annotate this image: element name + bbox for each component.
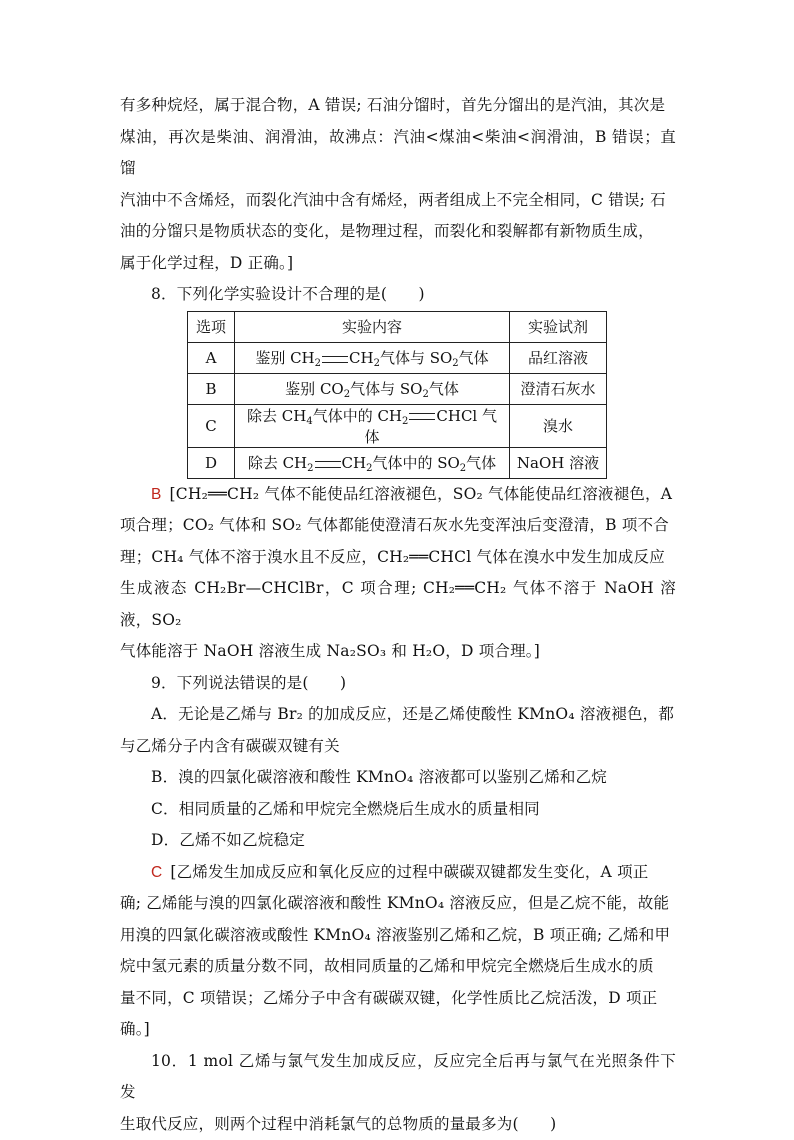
q9-explanation-line: 用溴的四氯化碳溶液或酸性 KMnO₄ 溶液鉴别乙烯和乙烷，B 项正确; 乙烯和甲 <box>120 920 676 952</box>
q9-explanation-line: 确; 乙烯能与溴的四氯化碳溶液和酸性 KMnO₄ 溶液反应，但是乙烷不能，故能 <box>120 888 676 920</box>
q9-option-c: C．相同质量的乙烯和甲烷完全燃烧后生成水的质量相同 <box>120 794 676 826</box>
double-bond-glyph <box>315 461 341 468</box>
table-row <box>188 342 607 373</box>
experiment-reagent: 澄清石灰水 <box>510 373 607 404</box>
q7-explanation-line: 油的分馏只是物质状态的变化，是物理过程，而裂化和裂解都有新物质生成， <box>120 216 676 248</box>
option-letter: C <box>188 404 235 447</box>
q7-explanation-line: 煤油，再次是柴油、润滑油，故沸点：汽油<煤油<柴油<润滑油，B 错误；直馏 <box>120 122 676 185</box>
q8-explanation-line: 气体能溶于 NaOH 溶液生成 Na₂SO₃ 和 H₂O，D 项合理。] <box>120 636 676 668</box>
document-body <box>120 90 676 1140</box>
q9-explanation-line: 烷中氢元素的质量分数不同，故相同质量的乙烯和甲烷完全燃烧后生成水的质 <box>120 951 676 983</box>
q9-option-a-cont: 与乙烯分子内含有碳碳双键有关 <box>120 731 676 763</box>
q7-explanation-line: 属于化学过程，D 正确。] <box>120 248 676 280</box>
q8-stem: 8．下列化学实验设计不合理的是( ) <box>120 279 676 311</box>
q8-explanation-line: 项合理；CO₂ 气体和 SO₂ 气体都能使澄清石灰水先变浑浊后变澄清，B 项不合 <box>120 510 676 542</box>
q8-options-table <box>187 311 607 479</box>
table-row <box>188 373 607 404</box>
q7-explanation-line: 汽油中不含烯烃，而裂化汽油中含有烯烃，两者组成上不完全相同，C 错误; 石 <box>120 185 676 217</box>
q9-option-d: D．乙烯不如乙烷稳定 <box>120 825 676 857</box>
q10-stem-cont: 生取代反应，则两个过程中消耗氯气的总物质的量最多为( ) <box>120 1109 676 1140</box>
experiment-content: 除去 $CH_4$气体中的 $CH_2$ CHCl 气体 <box>235 404 510 447</box>
q9-stem: 9．下列说法错误的是( ) <box>120 668 676 700</box>
q7-explanation-line: 有多种烷烃，属于混合物，A 错误; 石油分馏时，首先分馏出的是汽油，其次是 <box>120 90 676 122</box>
q9-explanation-line: 确。] <box>120 1014 676 1046</box>
q9-explanation-line: C [乙烯发生加成反应和氧化反应的过程中碳碳双键都发生变化，A 项正 <box>120 857 676 889</box>
q9-explanation-line: 量不同，C 项错误；乙烯分子中含有碳碳双键，化学性质比乙烷活泼，D 项正 <box>120 983 676 1015</box>
q8-explanation-line: 理；CH₄ 气体不溶于溴水且不反应，CH₂══CHCl 气体在溴水中发生加成反应 <box>120 542 676 574</box>
q9-option-a: A．无论是乙烯与 Br₂ 的加成反应，还是乙烯使酸性 KMnO₄ 溶液褪色，都 <box>120 699 676 731</box>
q10-stem: 10．1 mol 乙烯与氯气发生加成反应，反应完全后再与氯气在光照条件下发 <box>120 1046 676 1109</box>
q9-option-b: B．溴的四氯化碳溶液和酸性 KMnO₄ 溶液都可以鉴别乙烯和乙烷 <box>120 762 676 794</box>
table-header-cell: 选项 <box>188 311 235 342</box>
table-row <box>188 404 607 447</box>
table-header-cell: 实验内容 <box>235 311 510 342</box>
experiment-reagent: NaOH 溶液 <box>510 447 607 478</box>
q8-explanation-line: B [CH₂══CH₂ 气体不能使品红溶液褪色，SO₂ 气体能使品红溶液褪色，A <box>120 479 676 511</box>
q8-explanation-line: 生成液态 CH₂Br—CHClBr，C 项合理; CH₂══CH₂ 气体不溶于 NaOH 溶液，SO₂ <box>120 573 676 636</box>
experiment-content: 鉴别 $CH_2$ $CH_2$气体与 $SO_2$气体 <box>235 342 510 373</box>
table-header-cell: 实验试剂 <box>510 311 607 342</box>
double-bond-glyph <box>409 413 435 420</box>
option-letter: D <box>188 447 235 478</box>
q8-answer: B <box>151 486 162 503</box>
option-letter: B <box>188 373 235 404</box>
table-row <box>188 447 607 478</box>
experiment-content: 除去 $CH_2$ $CH_2$气体中的 $SO_2$气体 <box>235 447 510 478</box>
experiment-reagent: 溴水 <box>510 404 607 447</box>
experiment-reagent: 品红溶液 <box>510 342 607 373</box>
q9-answer: C <box>151 864 162 881</box>
option-letter: A <box>188 342 235 373</box>
experiment-content: 鉴别 $CO_2$气体与 $SO_2$气体 <box>235 373 510 404</box>
table-header-row <box>188 311 607 342</box>
double-bond-glyph <box>322 356 348 363</box>
